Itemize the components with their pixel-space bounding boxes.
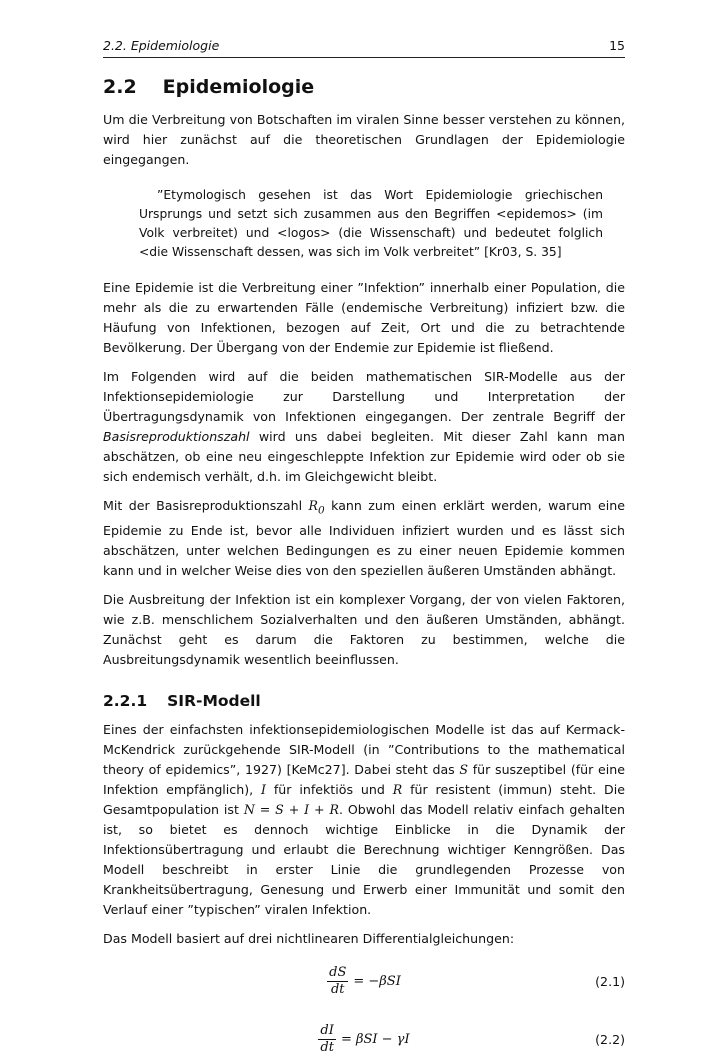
page-content xyxy=(103,74,625,1063)
fraction-numerator: dI xyxy=(320,1023,334,1039)
fraction xyxy=(318,1023,336,1056)
paragraph-model-intro: Das Modell basiert auf drei nichtlinearen Differentialgleichungen: xyxy=(103,930,515,946)
text-run: . Obwohl das Modell relativ einfach gehalten ist, so bietet es dennoch wichtige Einblicke in die Dynamik der Infektionsübertragung und erlaubt die Berechnung wichtiger Kenngrößen. Das Modell beschreibt in erster Linie die grundlegenden Prozesse von Krankheitsübertragung, Genesung und Erwerb einer Immunität und somit den Verlauf einer ”typischen” viralen Infektion. xyxy=(103,801,626,917)
page-number: 15 xyxy=(609,38,625,53)
intro-paragraph: Um die Verbreitung von Botschaften im viralen Sinne besser verstehen zu können, wird hier zunächst auf die theoretischen Grundlagen der Epidemiologie eingegangen. xyxy=(103,112,625,167)
fraction xyxy=(327,965,348,998)
text-run: wird uns dabei begleiten. Mit dieser Zahl kann man abschätzen, ob eine neu eingeschleppte Infektion zur Epidemie wird oder ob sie sich endemisch verhält, d.h. im Gleichgewicht bleibt. xyxy=(103,429,625,484)
equation-2-1 xyxy=(103,959,625,1005)
term-basisreproduktionszahl: Basisreproduktionszahl xyxy=(103,429,250,444)
paragraph-sir-intro xyxy=(103,367,625,487)
paragraph-r0 xyxy=(103,496,625,581)
block-quote xyxy=(139,186,603,262)
math-symbol: I xyxy=(261,781,266,797)
paragraph-epidemie: Eine Epidemie ist die Verbreitung einer ”Infektion” innerhalb einer Population, die mehr als die zu erwartenden Fälle (endemische Verbreitung) infiziert bzw. die Häufung von Infektionen, bezogen auf Zeit, Ort und die zu betrachtende Bevölkerung. Der Übergang von der Endemie zur Epidemie ist fließend. xyxy=(103,280,625,355)
running-header xyxy=(103,38,625,58)
header-section: 2.2. Epidemiologie xyxy=(103,38,220,53)
text-run: für resistent (immun) steht. Die Gesamtpopulation ist xyxy=(103,781,625,817)
math-symbol: R xyxy=(308,498,318,513)
math-symbol: S xyxy=(459,761,469,777)
equation-number: (2.1) xyxy=(595,974,625,990)
text-run: für suszeptibel (für eine Infektion empfänglich), xyxy=(103,761,625,797)
text-run: Im Folgenden wird auf die beiden mathematischen SIR-Modelle aus der Infektionsepidemiologie zur Darstellung und Interpretation der Übertragungsdynamik von Infektionen eingegangen. Der zentrale Begriff der xyxy=(103,369,625,424)
text-run: Mit der Basisreproduktionszahl xyxy=(103,498,309,513)
section-heading xyxy=(103,76,625,98)
equation-2-2 xyxy=(103,1017,625,1063)
subsection-number: 2.2.1 xyxy=(103,691,148,710)
equation-rhs: = −βSI xyxy=(353,974,401,990)
paragraph-ausbreitung: Die Ausbreitung der Infektion ist ein komplexer Vorgang, der von vielen Faktoren, wie z.B. menschlichem Sozialverhalten und den äußeren Umständen, abhängt. Zunächst geht es darum die Faktoren zu bestimmen, welche die Ausbreitungsdynamik wesentlich beeinflussen. xyxy=(103,591,625,667)
text-run: kann zum einen erklärt werden, warum eine Epidemie zu Ende ist, bevor alle Individuen infiziert wurden und es lässt sich abschätzen, unter welchen Bedingungen es zu einer neuen Epidemie kommen kann und in welcher Weise dies von den speziellen äußeren Umständen abhängt. xyxy=(103,498,625,578)
text-run: für infektiös und xyxy=(266,781,393,797)
math-symbol: R xyxy=(392,781,403,797)
text-run: Eines der einfachsten infektionsepidemiologischen Modelle ist das auf Kermack-McKendrick zurückgehende SIR-Modell (in ”Contributions to the mathematical theory of epidemics”, 1927) [KeMc27]. Dabei steht das xyxy=(103,721,625,777)
section-number: 2.2 xyxy=(103,76,137,98)
subsection-heading xyxy=(103,692,625,710)
fraction-numerator: dS xyxy=(329,965,347,981)
section-title: Epidemiologie xyxy=(162,76,315,98)
math-r0 xyxy=(308,498,325,517)
equation-rhs: = βSI − γI xyxy=(340,1032,410,1048)
subsection-title: SIR-Modell xyxy=(167,691,261,710)
quote-text: ”Etymologisch gesehen ist das Wort Epidemiologie griechischen Ursprungs und setzt sich zusammen aus den Begriffen <epidemos> (im Volk verbreitet) und <logos> (die Wissenschaft) und bedeutet folglich <die Wissenschaft dessen, was sich im Volk verbreitet” [Kr03, S. 35] xyxy=(139,188,603,259)
fraction-denominator: dt xyxy=(320,1040,334,1056)
math-subscript: 0 xyxy=(318,504,325,517)
paragraph-sir-model xyxy=(103,720,625,920)
math-expression: N = S + I + R xyxy=(243,801,339,817)
equation-number: (2.2) xyxy=(595,1032,625,1048)
fraction-denominator: dt xyxy=(330,982,345,998)
